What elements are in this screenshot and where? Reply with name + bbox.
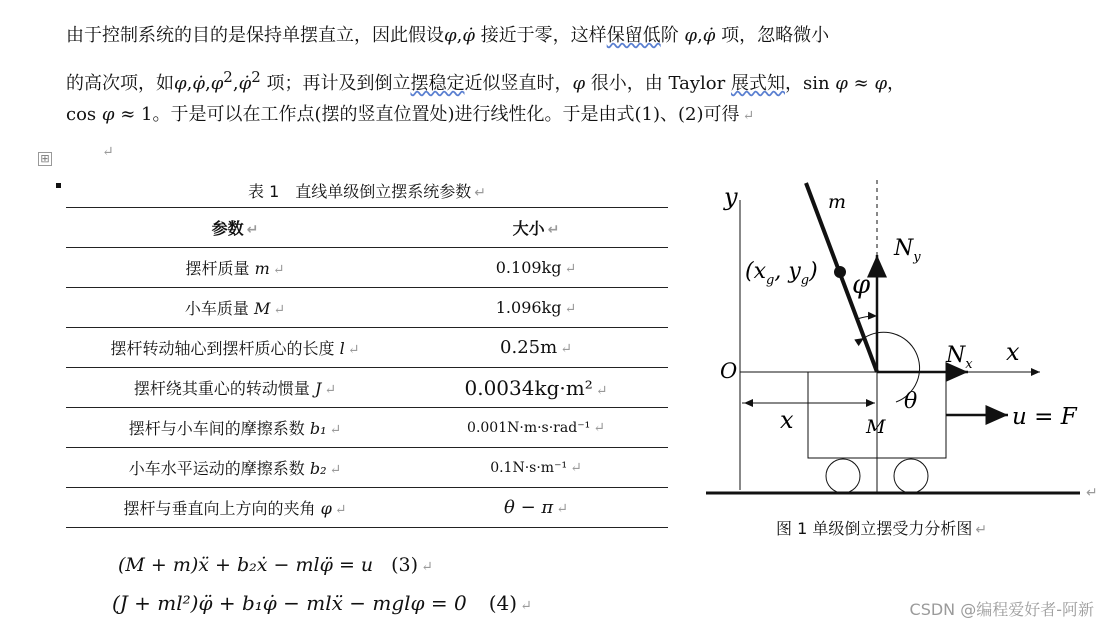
paragraph-mark-icon: ↵ (742, 108, 755, 124)
x-axis-label: x (1006, 338, 1020, 366)
figure-caption: 图 1 单级倒立摆受力分析图 ↵ (776, 519, 988, 538)
table-row: 摆杆转动轴心到摆杆质心的长度 l ↵ 0.25m ↵ (66, 328, 668, 368)
table-move-handle-icon[interactable]: ⊞ (38, 152, 52, 166)
table-row: 小车质量 M ↵ 1.096kg ↵ (66, 288, 668, 328)
paragraph-line-3: cos φ ≈ 1。于是可以在工作点(摆的竖直位置处)进行线性化。于是由式(1)、(2)可得 ↵ (66, 104, 755, 125)
watermark: CSDN @编程爱好者-阿新 (909, 600, 1094, 619)
table-row: 摆杆与垂直向上方向的夹角 φ ↵ θ − π ↵ (66, 488, 668, 528)
cart-mass-label: M (866, 416, 886, 438)
origin-label: O (720, 359, 738, 383)
equation-4: (J + ml²)φ̈ + b₁φ̇ − mlẍ − mglφ = 0 (4) ↵ (112, 591, 532, 615)
paragraph-mark-icon: ↵ (102, 144, 114, 160)
y-axis-label: y (724, 183, 738, 211)
center-of-mass-label: ($x_g$, $y_g$) (745, 259, 818, 288)
table-caption: 表 1 直线单级倒立摆系统参数 ↵ (247, 182, 486, 201)
paragraph-line-2: 的高次项，如$\varphi,\varphi̇,\varphi^2,\varphi̇^2$ 项；再计及到倒立摆稳定近似竖直时，φ 很小，由 Taylor 展式知，sin φ ≈ φ， (66, 68, 906, 94)
cart-wheel-left (826, 459, 860, 493)
force-label: u = F (1012, 404, 1077, 430)
parameters-table (66, 207, 668, 528)
paragraph-line-1: 由于控制系统的目的是保持单摆直立，因此假设φ,φ̇ 接近于零，这样保留低阶 φ,φ̇ 项，忽略微小 (66, 25, 830, 46)
table-header-row (66, 208, 668, 248)
center-of-mass-dot (834, 266, 846, 278)
ny-label: $N_y$ (894, 236, 921, 265)
cart-wheel-right (894, 459, 928, 493)
table-row: 摆杆与小车间的摩擦系数 b₁ ↵ 0.001N·m·s·rad⁻¹ ↵ (66, 408, 668, 448)
table-row: 小车水平运动的摩擦系数 b₂ ↵ 0.1N·s·m⁻¹ ↵ (66, 448, 668, 488)
bullet-marker (56, 183, 61, 188)
x-distance-label: x (780, 406, 794, 434)
paragraph-mark-icon: ↵ (1086, 485, 1098, 501)
header-param: 参数 ↵ (66, 208, 404, 248)
theta-label: θ (904, 389, 918, 414)
phi-label: φ (852, 270, 871, 300)
phi-angle-arc (857, 316, 877, 319)
pendulum-force-diagram (700, 175, 1100, 515)
table-row: 摆杆质量 m ↵ 0.109kg ↵ (66, 248, 668, 288)
mass-label: m (828, 191, 847, 213)
equation-3: (M + m)ẍ + b₂ẋ − mlφ̈ = u (3) ↵ (118, 554, 433, 576)
table-row: 摆杆绕其重心的转动惯量 J ↵ 0.0034kg·m² ↵ (66, 368, 668, 408)
nx-label: $N_x$ (946, 343, 973, 372)
header-value: 大小 ↵ (404, 208, 668, 248)
